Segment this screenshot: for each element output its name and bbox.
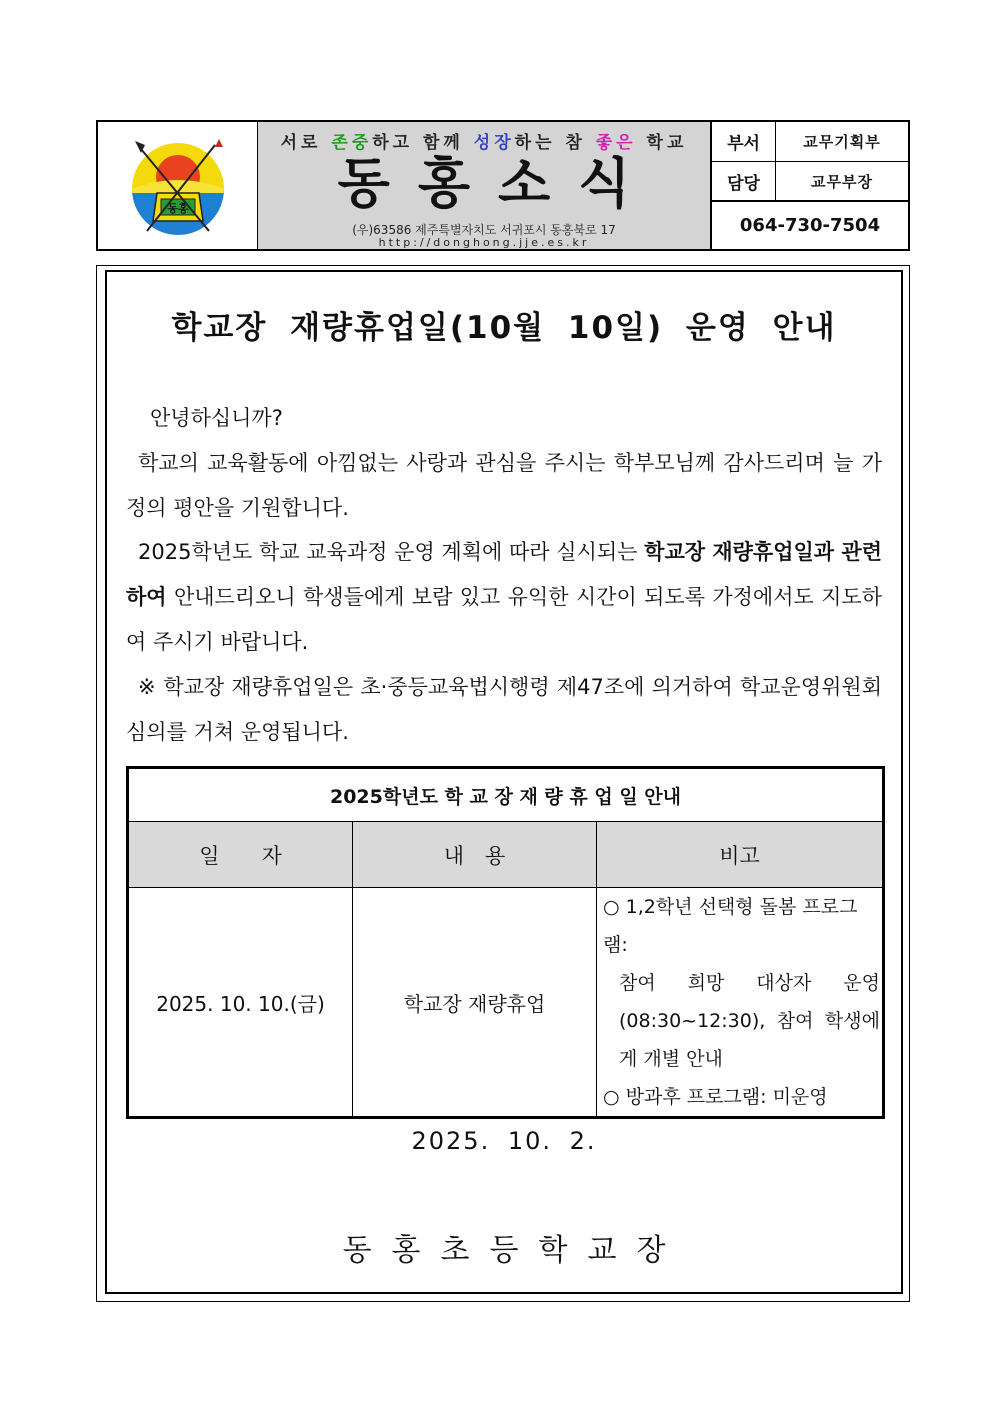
header-date: 일 자 — [128, 822, 353, 888]
paragraph-legal-note: ※ 학교장 재량휴업일은 초·중등교육법시행령 제47조에 의거하여 학교운영위원회 심의를 거쳐 운영됩니다. — [126, 675, 882, 744]
school-logo — [123, 131, 233, 241]
manager-label: 담당 — [712, 162, 776, 200]
newsletter-title-cell — [258, 122, 712, 249]
manager-row — [712, 162, 908, 202]
department-value: 교무기획부 — [803, 133, 881, 151]
table-header-row — [128, 822, 884, 888]
newsletter-title: 동홍소식 — [337, 152, 659, 215]
manager-value: 교무부장 — [811, 172, 873, 191]
header-note: 비고 — [597, 822, 884, 888]
notice-text-after: 안내드리오니 학생들에게 보람 있고 유익한 시간이 되도록 가정에서도 지도하여 주시기 바랍니다. — [126, 584, 882, 654]
note-afterschool: ○ 방과후 프로그램: 미운영 — [603, 1086, 828, 1108]
paragraph-notice — [126, 530, 882, 664]
note-care-program: ○ 1,2학년 선택형 돌봄 프로그램: — [603, 896, 858, 956]
motto-part: 하고 함께 — [372, 133, 474, 153]
phone-number: 064-730-7504 — [739, 215, 881, 236]
paragraph-thanks: 학교의 교육활동에 아낌없는 사랑과 관심을 주시는 학부모님께 감사드리며 늘 가정의 평안을 기원합니다. — [126, 451, 882, 520]
issue-date: 2025. 10. 2. — [411, 1127, 597, 1155]
svg-text:동홍: 동홍 — [166, 201, 189, 215]
motto-part: 하는 참 — [514, 133, 596, 153]
newsletter-header — [96, 120, 910, 251]
document-title: 학교장 재량휴업일(10월 10일) 운영 안내 — [171, 310, 837, 346]
notice-text-before: 2025학년도 학교 교육과정 운영 계획에 따라 실시되는 — [138, 540, 645, 564]
motto-part: 존중 — [331, 133, 373, 153]
holiday-table — [126, 766, 885, 1119]
motto-part: 좋은 — [595, 133, 637, 153]
school-motto — [258, 128, 710, 153]
school-website[interactable]: http://donghong.jje.es.kr — [378, 236, 590, 249]
row-note — [597, 888, 884, 1118]
school-address: (우)63586 제주특별자치도 서귀포시 동홍북로 17 — [352, 223, 616, 237]
note-care-program-detail: 참여 희망 대상자 운영(08:30~12:30), 참여 학생에게 개별 안내 — [619, 972, 880, 1070]
logo-cell — [98, 122, 258, 249]
motto-part: 학교 — [636, 133, 688, 153]
header-content: 내 용 — [353, 822, 597, 888]
motto-part: 성장 — [473, 133, 515, 153]
signer: 동홍초등학교장 — [342, 1233, 686, 1268]
contact-info — [712, 122, 908, 249]
department-row — [712, 122, 908, 162]
table-caption: 2025학년도 학 교 장 재 량 휴 업 일 안내 — [128, 768, 884, 822]
notice-text-bold: 학교장 재량휴업일과 관련하여 — [126, 540, 882, 609]
row-date: 2025. 10. 10.(금) — [128, 888, 353, 1118]
motto-part: 서로 — [280, 133, 332, 153]
table-row — [128, 888, 884, 1118]
greeting: 안녕하십니까? — [150, 406, 283, 430]
row-content: 학교장 재량휴업 — [353, 888, 597, 1118]
department-label: 부서 — [712, 122, 776, 161]
